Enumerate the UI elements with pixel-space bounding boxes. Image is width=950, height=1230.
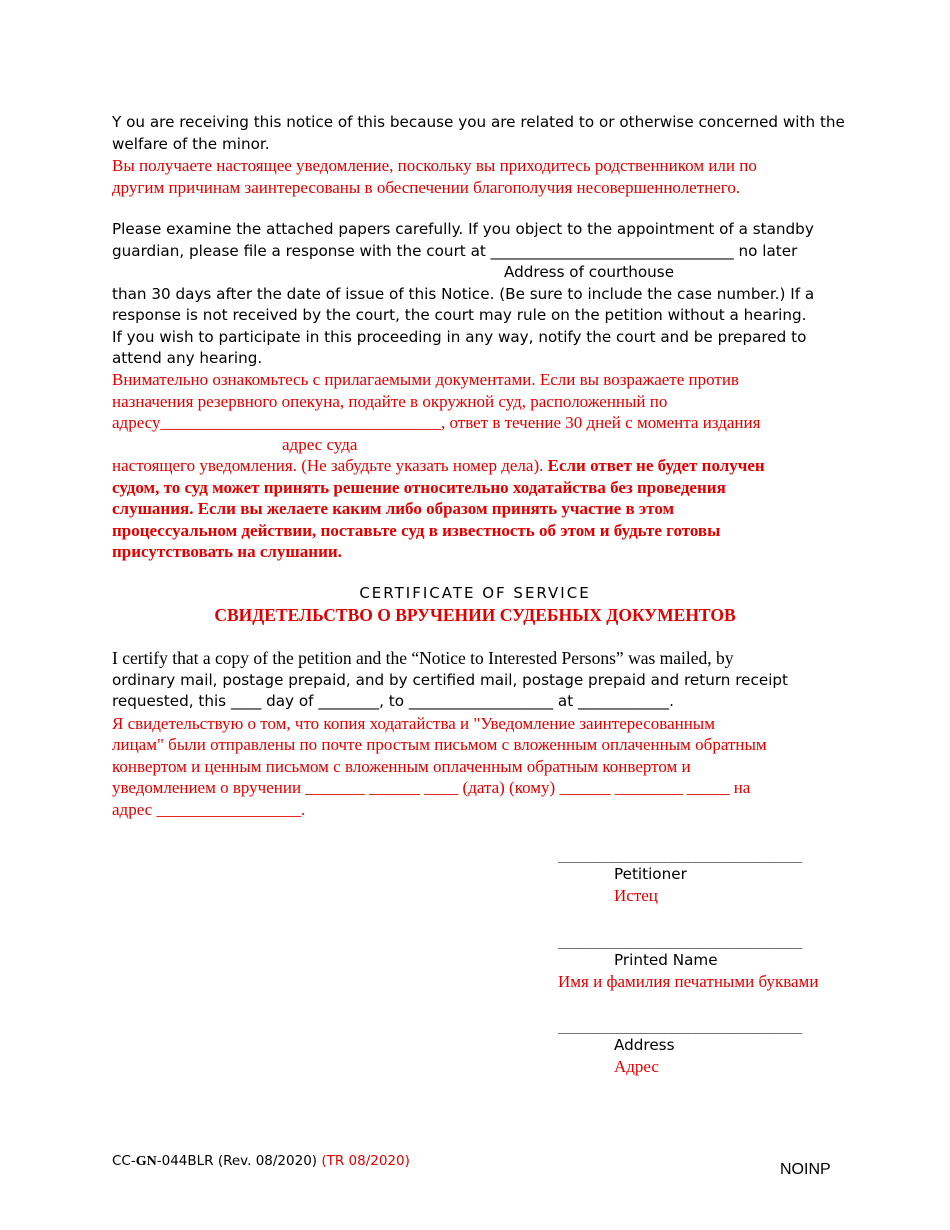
petitioner-label-en: Petitioner	[614, 865, 687, 883]
certificate-body	[112, 648, 852, 820]
signature-line-address: _____________________________	[558, 1018, 803, 1034]
examine-ru-line-4-normal: настоящего уведомления. (Не забудьте указать номер дела).	[112, 456, 548, 475]
courthouse-caption: Address of courthouse	[504, 263, 675, 281]
examine-ru-bold-5: судом, то суд может принять решение относительно ходатайства без проведения	[112, 477, 726, 497]
signature-address	[558, 1017, 858, 1077]
notice-en-line-2: welfare of the minor.	[112, 134, 270, 153]
form-gn: GN	[135, 1154, 157, 1169]
certificate-ru-line-5: адрес _________________.	[112, 799, 306, 819]
examine-ru-line-3: адресу_________________________________, ответ в течение 30 дней с момента издания	[112, 413, 761, 432]
examine-ru-line-6	[112, 498, 852, 520]
petitioner-label-ru: Истец	[614, 886, 658, 905]
certificate-ru-line-4: уведомлением о вручении _______ ______ ____ (дата) (кому) ______ ________ _____ на	[112, 778, 751, 797]
form-number-footer	[112, 1153, 410, 1170]
printed-name-label-ru: Имя и фамилия печатными буквами	[558, 972, 819, 991]
examine-paragraph-en	[112, 219, 852, 370]
signature-line-printed-name: _____________________________	[558, 933, 803, 949]
certificate-en-line-1: I certify that a copy of the petition and the “Notice to Interested Persons” was mailed, by	[112, 648, 734, 668]
examine-en-line-2: guardian, please file a response with the court at ________________________________ no later	[112, 241, 798, 260]
examine-ru-bold-8: присутствовать на слушании.	[112, 542, 342, 561]
form-prefix: CC-	[112, 1153, 136, 1169]
certificate-ru-line-1: Я свидетельствую о том, что копия ходатайства и "Уведомление заинтересованным	[112, 713, 715, 733]
examine-en-line-5: If you wish to participate in this proceeding in any way, notify the court and be prepared to	[112, 327, 807, 346]
ru-courthouse-caption: адрес суда	[282, 434, 358, 454]
examine-ru-bold-6: слушания. Если вы желаете каким либо образом принять участие в этом	[112, 499, 675, 518]
address-label-en: Address	[614, 1036, 675, 1054]
examine-en-line-6: attend any hearing.	[112, 349, 263, 367]
certificate-en-line-2: ordinary mail, postage prepaid, and by certified mail, postage prepaid and return receipt	[112, 670, 789, 689]
notice-ru-line-1: Вы получаете настоящее уведомление, поскольку вы приходитесь родственником или по	[112, 156, 757, 175]
examine-ru-line-7	[112, 520, 852, 542]
examine-ru-bold-7: процессуальном действии, поставьте суд в известность об этом и будьте готовы	[112, 520, 721, 540]
form-code: NOINP	[780, 1161, 831, 1178]
examine-paragraph-ru	[112, 369, 852, 563]
examine-en-line-3: than 30 days after the date of issue of this Notice. (Be sure to include the case number.) If a	[112, 284, 815, 303]
form-suffix: -044BLR (Rev. 08/2020)	[156, 1153, 322, 1169]
examine-ru-line-4-bold: Если ответ не будет получен	[547, 456, 765, 475]
examine-ru-line-1: Внимательно ознакомьтесь с прилагаемыми документами. Если вы возражаете против	[112, 370, 739, 389]
notice-en-line-1: Y ou are receiving this notice of this because you are related to or otherwise concerned with the	[112, 113, 845, 131]
translation-revision: (TR 08/2020)	[321, 1153, 410, 1169]
signature-printed-name	[558, 932, 858, 992]
examine-ru-line-5	[112, 477, 852, 499]
examine-ru-line-8	[112, 541, 852, 563]
signature-line-petitioner: _____________________________	[558, 847, 803, 863]
certificate-en-line-3: requested, this ____ day of ________, to ___________________ at ____________.	[112, 692, 674, 710]
address-label-ru: Адрес	[614, 1057, 659, 1076]
notice-ru-line-2: другим причинам заинтересованы в обеспечении благополучия несовершеннолетнего.	[112, 177, 741, 197]
signature-petitioner	[558, 846, 858, 906]
certificate-ru-line-3: конвертом и ценным письмом с вложенным оплаченным обратным конвертом и	[112, 756, 691, 776]
certificate-title-ru: СВИДЕТЕЛЬСТВО О ВРУЧЕНИИ СУДЕБНЫХ ДОКУМЕНТОВ	[214, 605, 736, 625]
printed-name-label-en: Printed Name	[614, 951, 718, 969]
examine-en-line-4: response is not received by the court, the court may rule on the petition without a hearing.	[112, 306, 807, 324]
notice-paragraph	[112, 112, 852, 198]
examine-ru-line-2: назначения резервного опекуна, подайте в окружной суд, расположенный по	[112, 391, 668, 411]
certificate-title-en: CERTIFICATE OF SERVICE	[359, 584, 591, 602]
examine-ru-line-4	[112, 455, 852, 477]
examine-en-line-1: Please examine the attached papers carefully. If you object to the appointment of a standby	[112, 220, 814, 238]
certificate-ru-line-2: лицам" были отправлены по почте простым письмом с вложенным оплаченным обратным	[112, 735, 767, 754]
